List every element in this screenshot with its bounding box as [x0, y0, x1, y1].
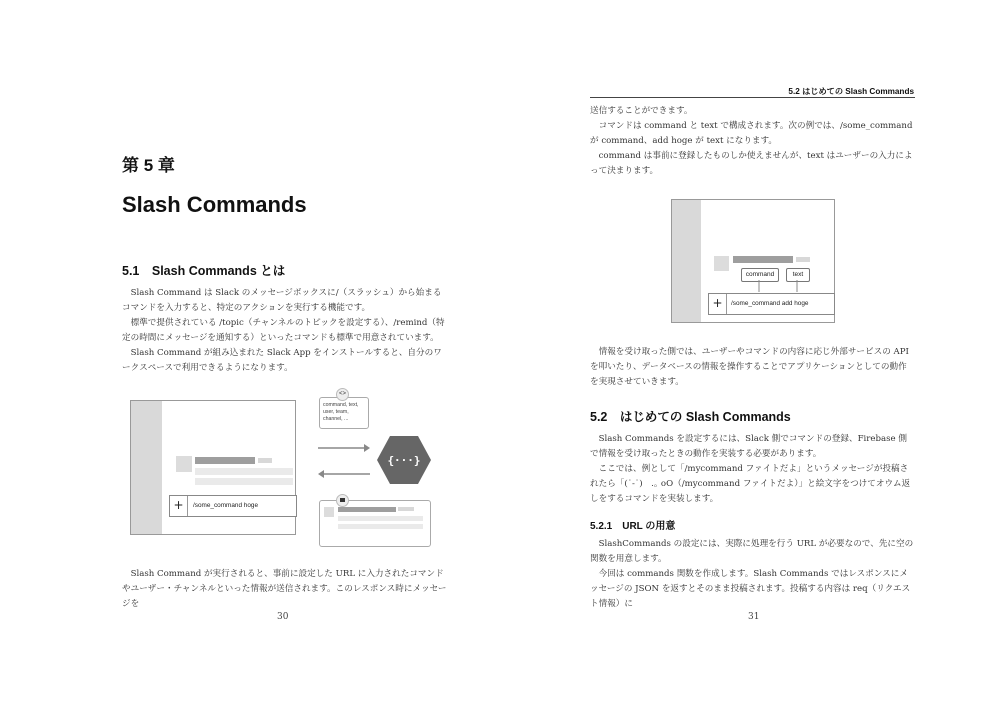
message-text-bar [195, 478, 293, 485]
top-body [590, 104, 915, 179]
subsection-body [590, 537, 915, 612]
message-time-bar [258, 458, 272, 463]
paragraph: Slash Command が組み込まれた Slack App をインストールすると、自分のワークスペースで利用できるようになります。 [122, 348, 442, 373]
message-input[interactable] [169, 495, 297, 517]
plus-icon[interactable]: + [173, 498, 184, 512]
paragraph: Slash Command は Slack のメッセージボックスに/（スラッシュ）から始まるコマンドを入力すると、特定のアクションを実行する機能です。 [122, 288, 442, 313]
right-page [504, 0, 1007, 712]
command-text: /some_command add hoge [731, 300, 809, 307]
sidebar-mock [131, 401, 162, 534]
payload-text: command, text, user, team, channel, ... [323, 402, 359, 422]
page-number: 30 [277, 612, 289, 622]
message-icon [336, 494, 349, 507]
message-time-bar [398, 507, 414, 511]
avatar [714, 256, 729, 271]
command-tag: command [741, 268, 779, 282]
section-heading-5-2: 5.2 はじめての Slash Commands [590, 410, 791, 424]
tag-connectors [732, 280, 832, 294]
paragraph: command は事前に登録したものしか使えませんが、text はユーザーの入力によって決まります。 [590, 151, 913, 176]
bottom-body [122, 567, 447, 612]
section-body [122, 286, 447, 376]
paragraph: コマンドは command と text で構成されます。次の例では、/some_command が command、add hoge が text になります。 [590, 121, 913, 146]
message-input[interactable] [708, 293, 835, 315]
left-page [0, 0, 503, 712]
message-text-bar [338, 524, 423, 529]
message-text-bar [338, 516, 423, 521]
mid-body [590, 345, 915, 390]
text-tag: text [786, 268, 810, 282]
payload-bubble [319, 397, 369, 429]
figure-slash-command-flow [130, 388, 450, 548]
paragraph: SlashCommands の設定には、実際に処理を行う URL が必要なので、先に空の関数を用意します。 [590, 539, 914, 564]
page-number: 31 [748, 612, 760, 622]
paragraph: ここでは、例として「/mycommand ファイトだよ」というメッセージが投稿されたら「(˙-˙) .｡ oO（/mycommand ファイトだよ）」と絵文字をつけてオウム返しをするコマンドを実装します。 [590, 464, 911, 504]
paragraph: 送信することができます。 [590, 106, 693, 116]
cloud-functions-icon [376, 434, 432, 486]
code-icon: <> [336, 388, 349, 401]
subsection-heading-5-2-1: 5.2.1 URL の用意 [590, 521, 676, 532]
message-name-bar [195, 457, 255, 464]
section-body [590, 432, 915, 507]
message-name-bar [733, 256, 793, 263]
figure-command-text [671, 199, 835, 323]
paragraph: 標準で提供されている /topic（チャンネルのトピックを設定する）、/remind（特定の時間にメッセージを通知する）といったコマンドも標準で用意されています。 [122, 318, 445, 343]
paragraph: Slash Commands を設定するには、Slack 側でコマンドの登録、Firebase 側で情報を受け取ったときの動作を実装する必要があります。 [590, 434, 907, 459]
paragraph: 情報を受け取った側では、ユーザーやコマンドの内容に応じ外部サービスの API を叩いたり、データベースの情報を操作することでアプリケーションとしての動作を実現させていきます。 [590, 347, 909, 387]
chapter-title: Slash Commands [122, 192, 307, 217]
section-heading-5-1: 5.1 Slash Commands とは [122, 264, 286, 278]
paragraph: 今回は commands 関数を作成します。Slash Commands ではレスポンスにメッセージの JSON を返すとそのまま投稿されます。投稿する内容は req（リクエスト情報）に [590, 569, 911, 609]
arrows [316, 440, 372, 484]
response-bubble [319, 500, 431, 547]
avatar [176, 456, 192, 472]
message-time-bar [796, 257, 810, 262]
plus-icon[interactable]: + [712, 296, 723, 310]
message-text-bar [195, 468, 293, 475]
svg-text:{···}: {···} [387, 454, 421, 467]
message-name-bar [338, 507, 396, 512]
slack-window-mock [130, 400, 296, 535]
sidebar-mock [672, 200, 701, 322]
header-rule [590, 97, 915, 98]
running-header: 5.2 はじめての Slash Commands [788, 87, 914, 96]
paragraph: Slash Command が実行されると、事前に設定した URL に入力されたコマンドやユーザー・チャンネルといった情報が送信されます。このレスポンス時にメッセージを [122, 569, 447, 609]
avatar [324, 507, 334, 517]
chapter-label: 第 5 章 [122, 156, 175, 175]
command-text: /some_command hoge [193, 502, 259, 509]
